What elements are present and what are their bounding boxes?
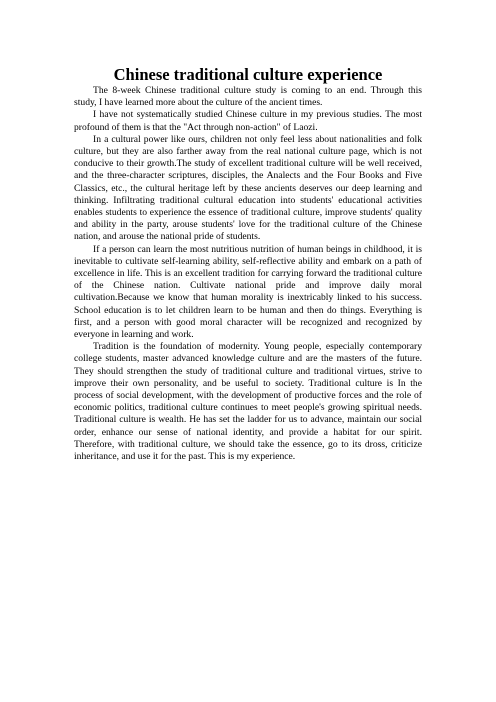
paragraph-intro: The 8-week Chinese traditional culture study is coming to an end. Through this study, I have learned more about the culture of the ancient times. — [74, 85, 422, 109]
paragraph-laozi: I have not systematically studied Chinese culture in my previous studies. The most profound of them is that the "Act through non-action" of Laozi. — [74, 109, 422, 133]
paragraph-tradition: Tradition is the foundation of modernity. Young people, especially contemporary college students, master advanced knowledge culture and are the masters of the future. They should strengthen the study of traditional culture and traditional virtues, strive to improve their own personality, and be useful to society. Traditional culture is In the process of social development, with the development of productive forces and the role of economic politics, traditional culture continues to meet people's growing spiritual needs. Traditional culture is wealth. He has set the ladder for us to advance, maintain our social order, enhance our sense of national identity, and provide a habitat for our spirit. Therefore, with traditional culture, we should take the essence, go to its dross, criticize inheritance, and use it for the past. This is my experience. — [74, 341, 422, 463]
paragraph-childhood: If a person can learn the most nutritious nutrition of human beings in childhood, it is inevitable to cultivate self-learning ability, self-reflective ability and embark on a path of excellence in life. This is an excellent tradition for carrying forward the traditional culture of the Chinese nation. Cultivate national pride and improve daily moral cultivation.Because we know that human morality is inextricably linked to his success. School education is to let children learn to be human and then do things. Everything is first, and a person with good moral character will be recognized and recognized by everyone in learning and work. — [74, 243, 422, 341]
paragraph-cultural-power: In a cultural power like ours, children not only feel less about nationalities and folk culture, but they are also farther away from the real national culture page, which is not conducive to their growth.The study of excellent traditional culture will be well received, and the three-character scriptures, disciples, the Analects and the Four Books and Five Classics, etc., the cultural heritage left by these ancients deserves our deep learning and thinking. Infiltrating traditional cultural education into students' educational activities enables students to experience the essence of traditional culture, improve students' quality and ability in the party, arouse students' love for the traditional culture of the Chinese nation, and arouse the national pride of students. — [74, 133, 422, 243]
document-body — [74, 85, 422, 463]
document-title: Chinese traditional culture experience — [113, 65, 383, 84]
